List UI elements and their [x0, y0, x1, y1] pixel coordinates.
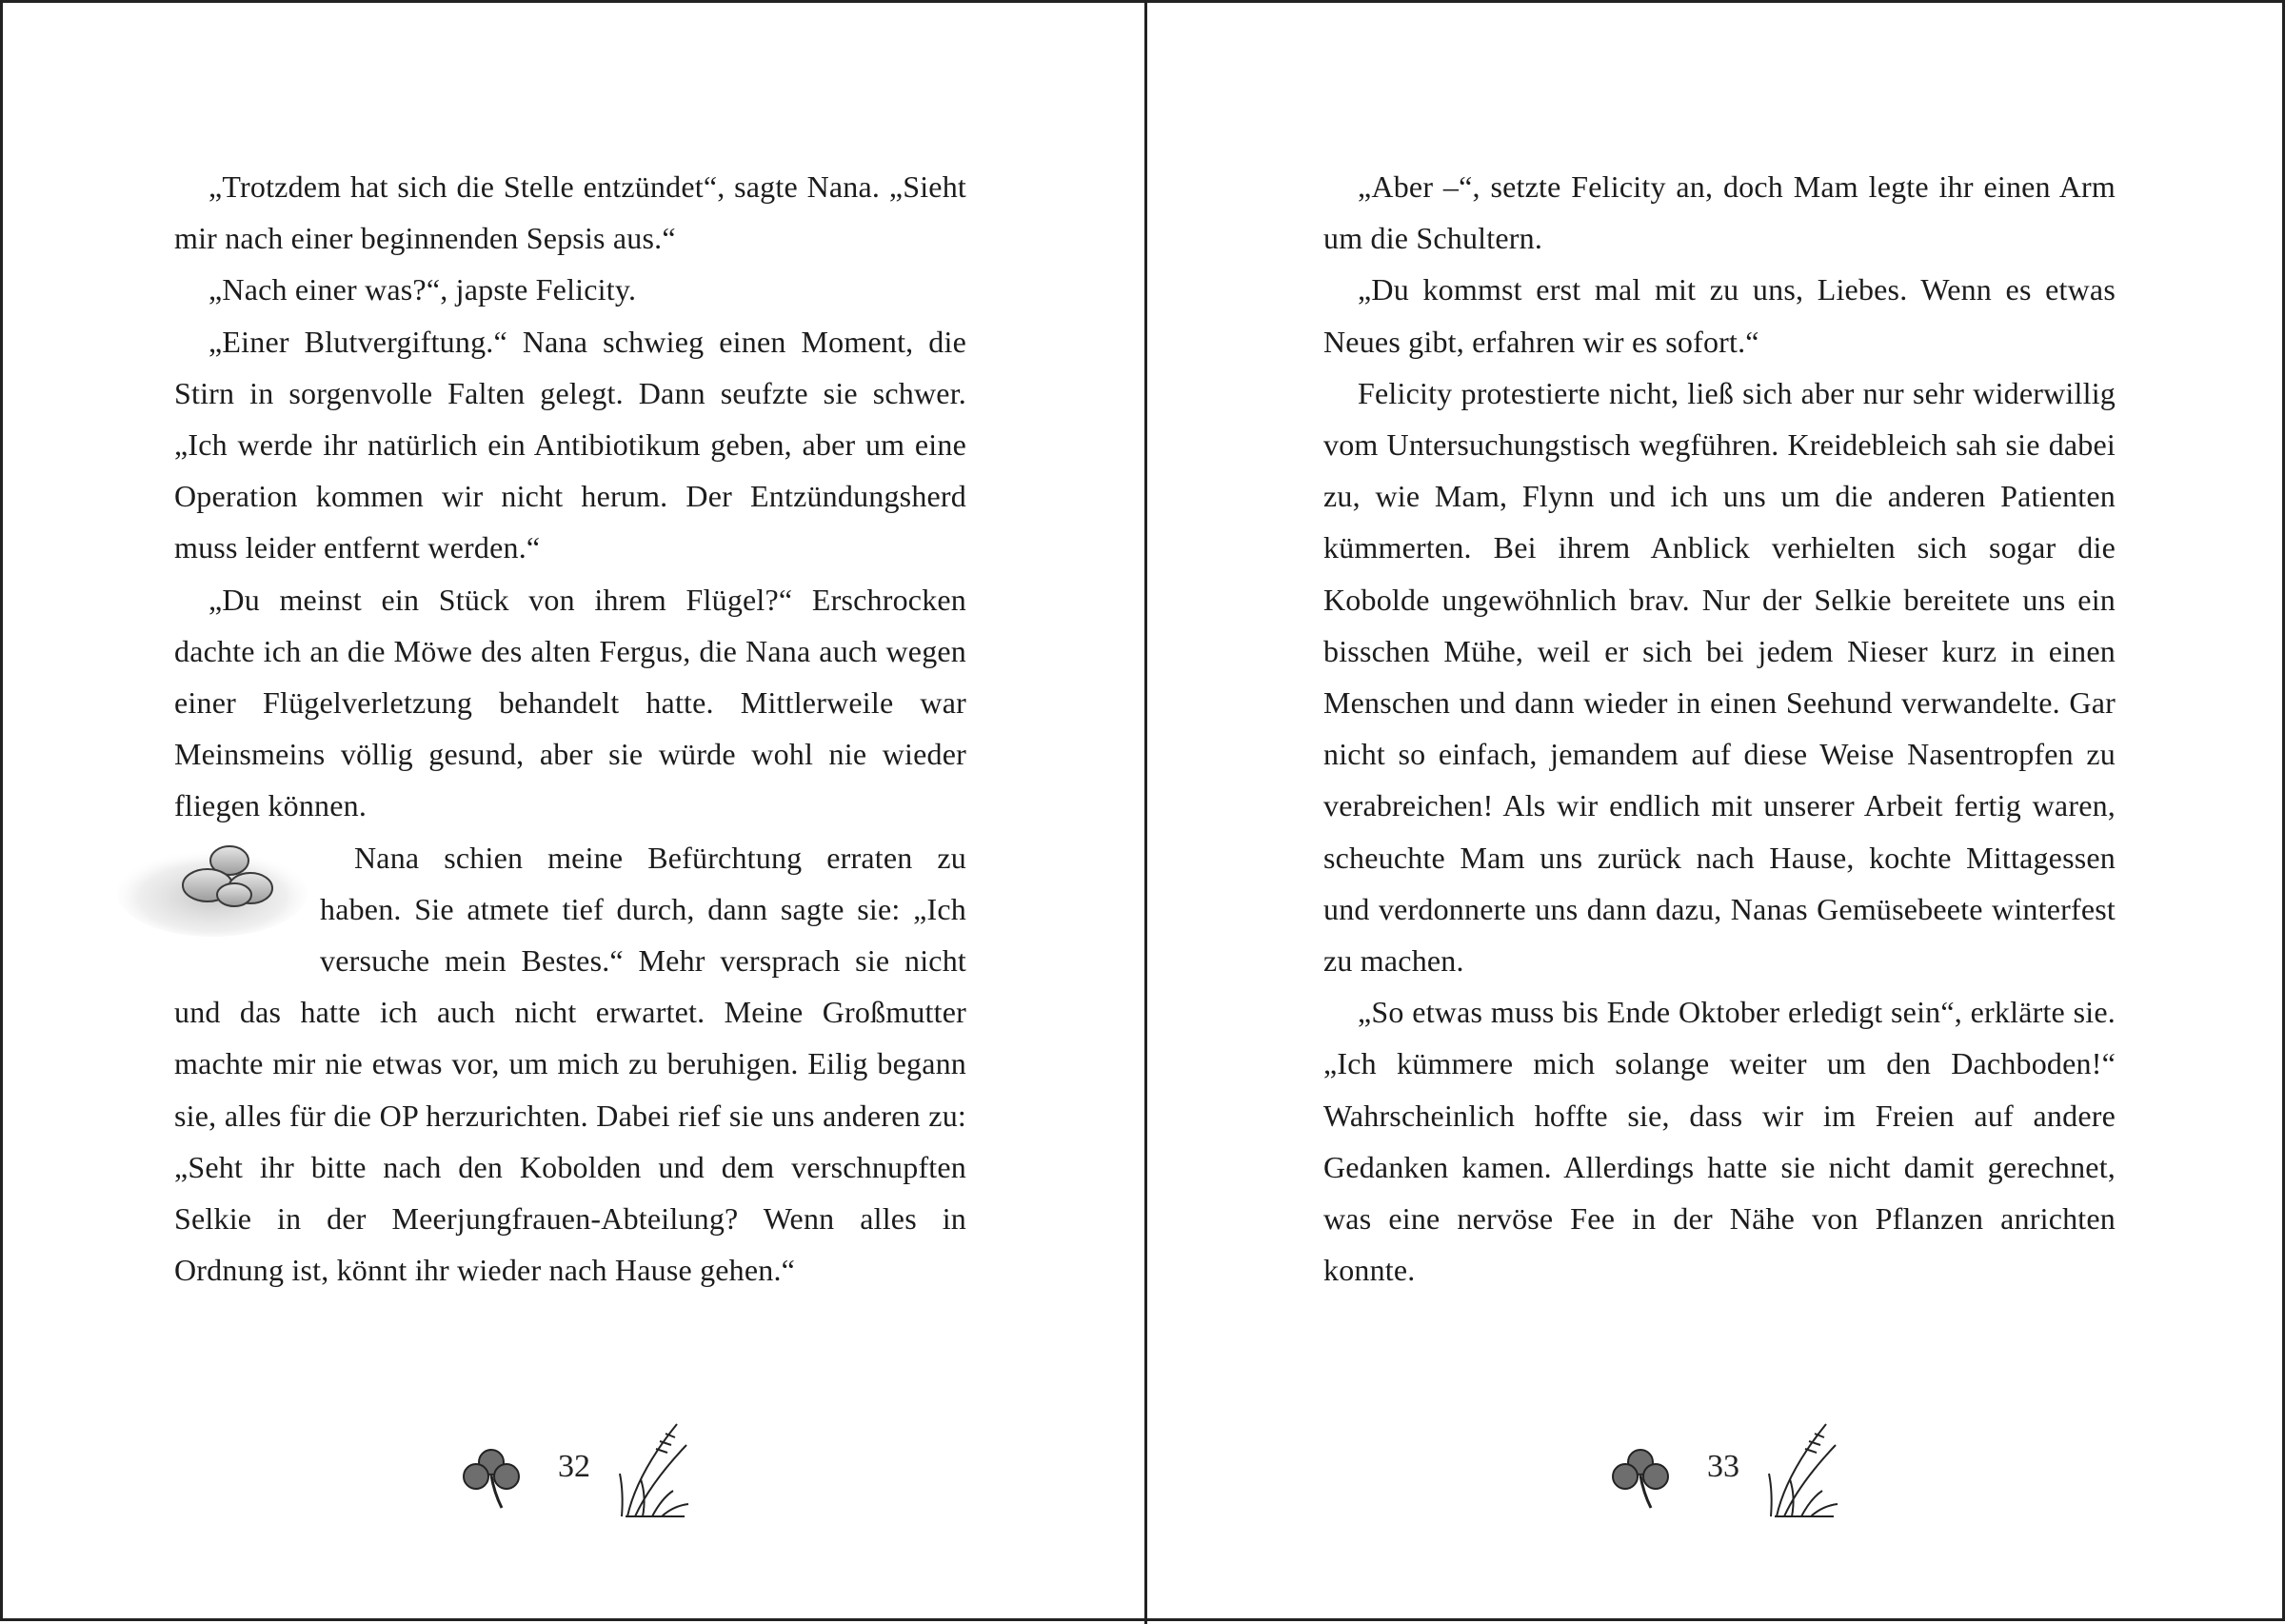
left-page-text: [174, 161, 966, 1296]
paragraph: „Aber –“, setzte Felicity an, doch Mam legte ihr einen Arm um die Schultern.: [1323, 169, 2116, 256]
paragraph: Felicity protestierte nicht, ließ sich aber nur sehr widerwillig vom Untersuchungstisch wegführen. Kreidebleich sah sie dabei zu, wie Mam, Flynn und ich uns um die anderen Patienten kümmerten. Bei ihrem Anblick verhielten sich sogar die Kobolde ungewöhnlich brav. Nur der Selkie bereitete uns ein bisschen Mühe, weil er sich bei jedem Nieser kurz in einen Menschen und dann wieder in einen Seehund verwandelte. Gar nicht so einfach, jemandem auf diese Weise Nasentropfen zu verabreichen! Als wir endlich mit unserer Arbeit fertig waren, scheuchte Mam uns zurück nach Hause, kochte Mittagessen und verdonnerte uns dann dazu, Nanas Gemüsebeete winterfest zu machen.: [1323, 375, 2116, 979]
paragraph: „Einer Blutvergiftung.“ Nana schwieg einen Moment, die Stirn in sorgenvolle Falten gelegt. Dann seufzte sie schwer. „Ich werde ihr natürlich ein Antibiotikum geben, aber um eine Operation kommen wir nicht herum. Der Entzündungsherd muss leider entfernt werden.“: [174, 324, 966, 565]
clover-icon: [458, 1445, 525, 1512]
right-page-text: [1323, 161, 2116, 1296]
paragraph: „Du meinst ein Stück von ihrem Flügel?“ Erschrocken dachte ich an die Möwe des alten Fergus, die Nana auch wegen einer Flügelverletzung behandelt hatte. Mittlerweile war Meinsmeins völlig gesund, aber sie würde wohl nie wieder fliegen können.: [174, 582, 966, 823]
paragraph: „So etwas muss bis Ende Oktober erledigt sein“, erklärte sie. „Ich kümmere mich solange weiter um den Dachboden!“ Wahrscheinlich hoffte sie, dass wir im Freien auf andere Gedanken kamen. Allerdings hatte sie nicht damit gerechnet, was eine nervöse Fee in der Nähe von Pflanzen anrichten konnte.: [1323, 995, 2116, 1288]
right-page: [1147, 3, 2285, 1624]
page-number: 33: [1707, 1449, 1739, 1484]
paragraph: „Nach einer was?“, japste Felicity.: [209, 272, 637, 307]
stones-icon: [117, 836, 312, 939]
paragraph: Nana schien meine Befürchtung erraten zu haben. Sie atmete tief durch, dann sagte sie: „Ich versuche mein Bestes.“ Mehr versprach sie nicht und das hatte ich auch nicht erwartet. Meine Großmutter machte mir nie etwas vor, um mich zu beruhigen. Eilig begann sie, alles für die OP herzurichten. Dabei rief sie uns anderen zu: „Seht ihr bitte nach den Kobolden und dem verschnupften Selkie in der Meerjungfrauen-Abteilung? Wenn alles in Ordnung ist, könnt ihr wieder nach Hause gehen.“: [174, 840, 966, 1288]
paragraph: „Du kommst erst mal mit zu uns, Liebes. Wenn es etwas Neues gibt, erfahren wir es sofort.“: [1323, 272, 2116, 359]
left-page: [3, 3, 1144, 1624]
grass-icon: [1767, 1416, 1843, 1521]
paragraph: „Trotzdem hat sich die Stelle entzündet“, sagte Nana. „Sieht mir nach einer beginnenden Sepsis aus.“: [174, 169, 966, 256]
grass-icon: [618, 1416, 694, 1521]
clover-icon: [1607, 1445, 1674, 1512]
page-number: 32: [558, 1449, 590, 1484]
